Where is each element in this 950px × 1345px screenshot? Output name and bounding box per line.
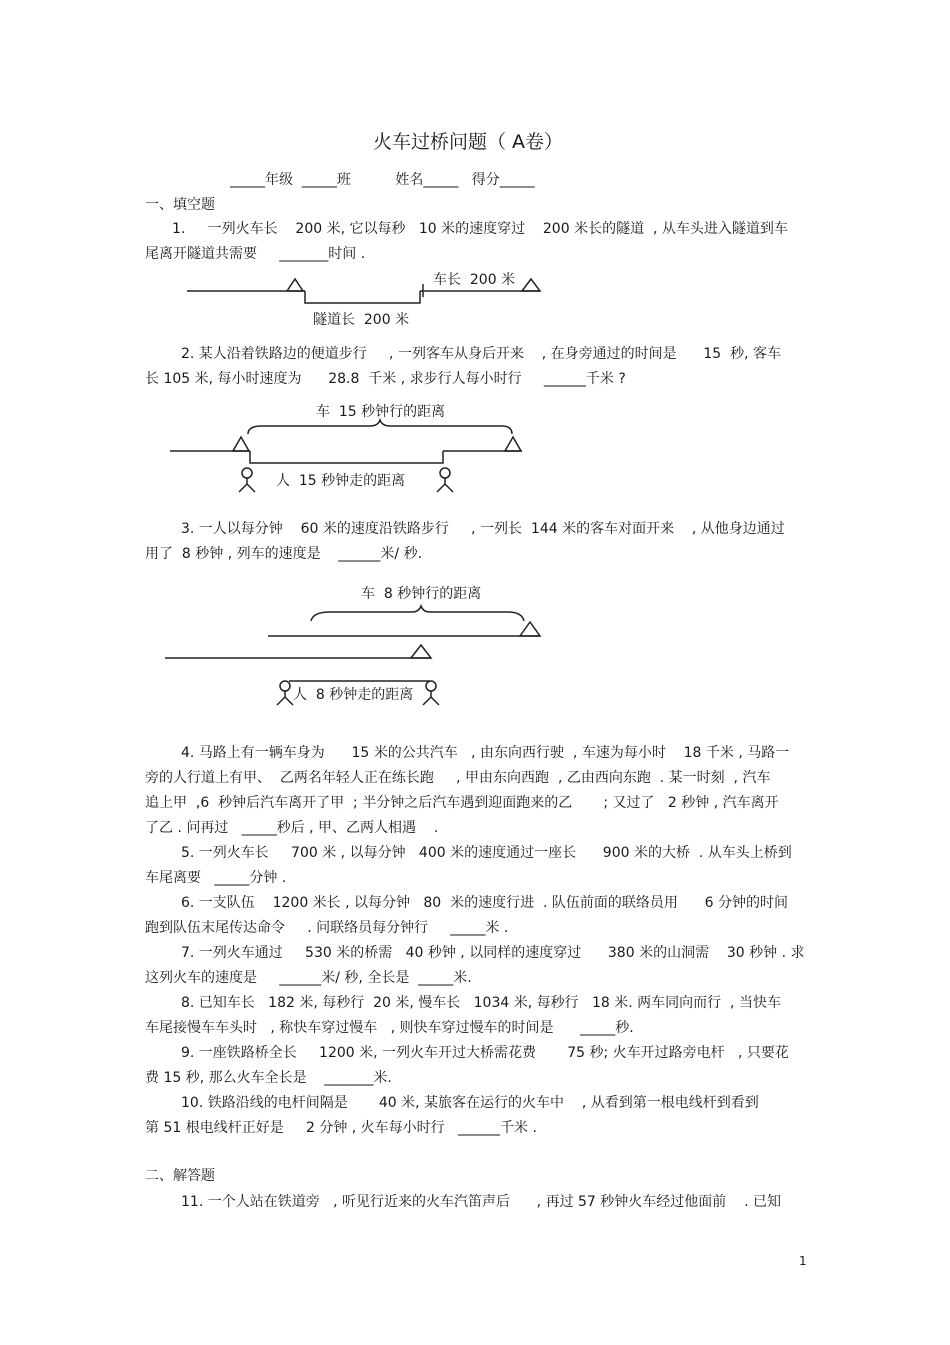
q11-line-1: 11. 一个人站在铁道旁 , 听见行近来的火车汽笛声后 , 再过 57 秒钟火车经过他面前 . 已知 [181, 1194, 781, 1210]
section-answer-heading: 二、解答题 [145, 1168, 215, 1184]
fig3-person-distance-label: 人 8 秒钟走的距离 [293, 687, 414, 703]
q4-line-4: 了乙 . 问再过 _____秒后 , 甲、乙两人相遇 . [145, 820, 439, 836]
q4-line-3: 追上甲 ,6 秒钟后汽车离开了甲 ; 半分钟之后汽车遇到迎面跑来的乙 ; 又过了 2 秒钟 , 汽车离开 [145, 795, 779, 811]
q1-line-1: 1. 一列火车长 200 米, 它以每秒 10 米的速度穿过 200 米长的隧道 , 从车头进入隧道到车 [172, 221, 788, 237]
q7-line-1: 7. 一列火车通过 530 米的桥需 40 秒钟 , 以同样的速度穿过 380 米的山洞需 30 秒钟 . 求 [181, 945, 805, 961]
fig3-person-start-icon [277, 681, 293, 705]
q10-line-2: 第 51 根电线杆正好是 2 分钟 , 火车每小时行 ______千米 . [145, 1120, 537, 1136]
q7-line-2: 这列火车的速度是 ______米/ 秒, 全长是 _____米. [145, 970, 472, 986]
fig3-train-start-marker [411, 645, 431, 658]
fig1-tunnel-length-label: 隧道长 200 米 [313, 312, 410, 328]
q4-line-2: 旁的人行道上有甲、 乙两名年轻人正在练长跑 , 甲由东向西跑 , 乙由西向东跑 . 某一时刻 , 汽车 [145, 770, 771, 786]
q5-line-1: 5. 一列火车长 700 米 , 以每分钟 400 米的速度通过一座长 900 米的大桥 . 从车头上桥到 [181, 845, 792, 861]
student-info-line: _____年级 _____班 姓名_____ 得分_____ [230, 172, 535, 188]
q2-line-1: 2. 某人沿着铁路边的便道步行 , 一列客车从身后开来 , 在身旁通过的时间是 15 秒, 客车 [181, 346, 781, 362]
fig2-person-distance-label: 人 15 秒钟走的距离 [276, 473, 406, 489]
fig3-car-distance-label: 车 8 秒钟行的距离 [361, 586, 482, 602]
page-number: 1 [799, 1254, 807, 1268]
q6-line-1: 6. 一支队伍 1200 米长 , 以每分钟 80 米的速度行进 . 队伍前面的联络员用 6 分钟的时间 [181, 895, 788, 911]
fig3-person-end-icon [423, 681, 439, 705]
q2-line-2: 长 105 米, 每小时速度为 28.8 千米 , 求步行人每小时行 ______千米 ? [145, 371, 626, 387]
q9-line-1: 9. 一座铁路桥全长 1200 米, 一列火车开过大桥需花费 75 秒; 火车开过路旁电杆 , 只要花 [181, 1045, 789, 1061]
fig3-car-brace [311, 606, 524, 621]
section-fill-in-heading: 一、填空题 [145, 197, 215, 213]
page-title: 火车过桥问题（ A卷） [373, 131, 564, 153]
q3-line-2: 用了 8 秒钟 , 列车的速度是 ______米/ 秒. [145, 546, 423, 562]
q8-line-1: 8. 已知车长 182 米, 每秒行 20 米, 慢车长 1034 米, 每秒行 18 米. 两车同向而行 , 当快车 [181, 995, 781, 1011]
q1-line-2: 尾离开隧道共需要 _______时间 . [145, 246, 366, 262]
q9-line-2: 费 15 秒, 那么火车全长是 _______米. [145, 1070, 392, 1086]
q8-line-2: 车尾接慢车车头时 , 称快车穿过慢车 , 则快车穿过慢车的时间是 _____秒. [145, 1020, 634, 1036]
fig3-train-end-marker [520, 622, 540, 636]
q4-line-1: 4. 马路上有一辆车身为 15 米的公共汽车 , 由东向西行驶 , 车速为每小时 18 千米 , 马路一 [181, 745, 790, 761]
q6-line-2: 跑到队伍末尾传达命令 . 问联络员每分钟行 _____米 . [145, 920, 509, 936]
q5-line-2: 车尾离要 _____分钟 . [145, 870, 287, 886]
fig1-car-length-label: 车长 200 米 [433, 272, 516, 288]
q3-line-1: 3. 一人以每分钟 60 米的速度沿铁路步行 , 一列长 144 米的客车对面开来 , 从他身边通过 [181, 521, 785, 537]
q10-line-1: 10. 铁路沿线的电杆间隔是 40 米, 某旅客在运行的火车中 , 从看到第一根电线杆到看到 [181, 1095, 759, 1111]
fig2-car-distance-label: 车 15 秒钟行的距离 [316, 404, 446, 420]
